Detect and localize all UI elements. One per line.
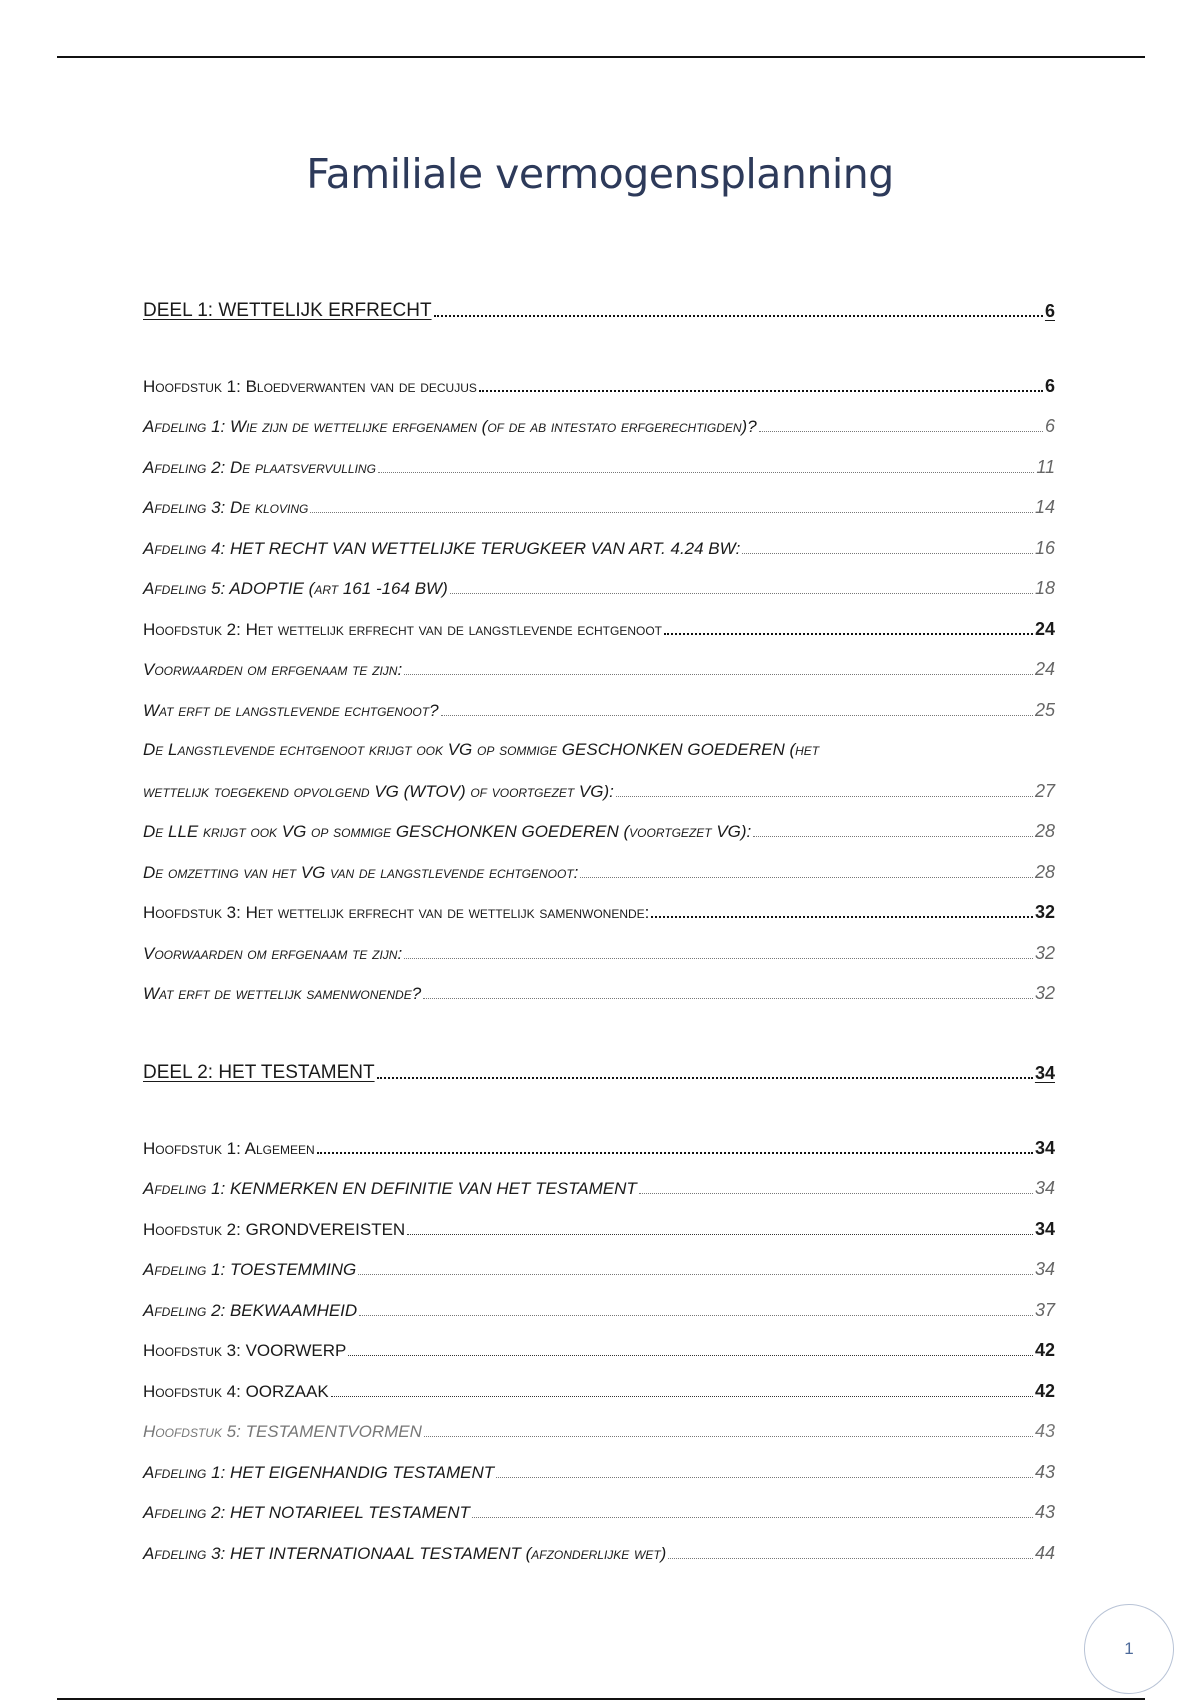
toc-entry-label: DEEL 1: WETTELIJK ERFRECHT (143, 300, 432, 321)
toc-entry-hoofdstuk-2[interactable] (143, 1219, 1055, 1240)
toc-entry-afdeling[interactable] (143, 1300, 1055, 1321)
toc-entry-label: Hoofdstuk 4: OORZAAK (143, 1382, 329, 1401)
toc-entry-label: Voorwaarden om erfgenaam te zijn: (143, 944, 403, 963)
toc-leader (472, 1517, 1033, 1518)
toc-entry-page: 28 (1034, 862, 1055, 882)
toc-leader (742, 553, 1033, 554)
toc-entry-label: Hoofdstuk 1: Algemeen (143, 1139, 315, 1158)
toc-entry-hoofdstuk-3[interactable] (143, 1340, 1055, 1361)
toc-entry-afdeling[interactable] (143, 578, 1055, 599)
toc-entry-page: 34 (1034, 1178, 1055, 1198)
toc-entry-page: 6 (1044, 301, 1055, 321)
toc-entry-subsection[interactable] (143, 983, 1055, 1004)
toc-entry-label: Hoofdstuk 3: VOORWERP (143, 1341, 347, 1360)
toc-entry-page: 24 (1034, 659, 1055, 679)
toc-leader (377, 1077, 1033, 1079)
toc-entry-page: 6 (1044, 416, 1055, 436)
toc-leader (404, 958, 1033, 959)
toc-leader (317, 1152, 1033, 1154)
toc-leader (348, 1355, 1033, 1356)
toc-entry-label: Hoofdstuk 3: Het wettelijk erfrecht van de wettelijk samenwonende: (143, 903, 650, 922)
toc-leader (441, 715, 1033, 716)
toc-leader (423, 998, 1033, 999)
toc-entry-subsection[interactable] (143, 781, 1055, 802)
toc-entry-label: Afdeling 4: HET RECHT VAN WETTELIJKE TERUGKEER VAN ART. 4.24 BW: (143, 539, 741, 558)
toc-entry-hoofdstuk-3[interactable] (143, 902, 1055, 923)
toc-entry-page: 32 (1034, 983, 1055, 1003)
toc-leader (434, 315, 1043, 317)
toc-entry-label: Afdeling 5: ADOPTIE (art 161 -164 BW) (143, 579, 448, 598)
toc-entry-label: wettelijk toegekend opvolgend VG (WTOV) of voortgezet VG): (143, 782, 614, 801)
toc-entry-label: De Langstlevende echtgenoot krijgt ook VG op sommige GESCHONKEN GOEDEREN (het (143, 740, 820, 759)
toc-entry-label: Voorwaarden om erfgenaam te zijn: (143, 660, 403, 679)
toc-leader (358, 1274, 1033, 1275)
toc-entry-label: Afdeling 1: TOESTEMMING (143, 1260, 357, 1279)
toc-entry-page: 42 (1034, 1340, 1055, 1360)
toc-entry-page: 14 (1034, 497, 1055, 517)
toc-entry-label: Afdeling 2: De plaatsvervulling (143, 458, 376, 477)
toc-leader (651, 916, 1033, 918)
toc-entry-page: 44 (1034, 1543, 1055, 1563)
toc-entry-deel-2[interactable] (143, 1062, 1055, 1084)
toc-leader (496, 1477, 1033, 1478)
toc-entry-page: 18 (1034, 578, 1055, 598)
toc-entry-label: De LLE krijgt ook VG op sommige GESCHONKEN GOEDEREN (voortgezet VG): (143, 822, 752, 841)
toc-entry-label: De omzetting van het VG van de langstlevende echtgenoot: (143, 863, 579, 882)
toc-entry-label: Afdeling 2: BEKWAAMHEID (143, 1301, 358, 1320)
toc-entry-label: Hoofdstuk 2: GRONDVEREISTEN (143, 1220, 406, 1239)
toc-entry-page: 24 (1034, 619, 1055, 639)
toc-entry-hoofdstuk-1[interactable] (143, 1138, 1055, 1159)
toc-entry-afdeling[interactable] (143, 1462, 1055, 1483)
toc-entry-label: Hoofdstuk 2: Het wettelijk erfrecht van de langstlevende echtgenoot (143, 620, 663, 639)
toc-entry-afdeling[interactable] (143, 416, 1055, 437)
toc-leader (753, 836, 1033, 837)
toc-entry-afdeling[interactable] (143, 538, 1055, 559)
toc-entry-page: 43 (1034, 1462, 1055, 1482)
toc-entry-afdeling[interactable] (143, 1178, 1055, 1199)
toc-leader (310, 512, 1033, 513)
toc-entry-subsection[interactable] (143, 659, 1055, 680)
toc-entry-page: 34 (1034, 1259, 1055, 1279)
toc-entry-page: 42 (1034, 1381, 1055, 1401)
toc-entry-subsection[interactable] (143, 740, 1055, 760)
header-rule (57, 56, 1145, 58)
toc-entry-label: Hoofdstuk 1: Bloedverwanten van de decujus (143, 377, 477, 396)
toc-entry-page: 34 (1034, 1138, 1055, 1158)
toc-entry-page: 43 (1034, 1502, 1055, 1522)
toc-entry-page: 32 (1034, 902, 1055, 922)
toc-entry-afdeling[interactable] (143, 1543, 1055, 1564)
toc-entry-page: 28 (1034, 821, 1055, 841)
toc-leader (378, 472, 1034, 473)
toc-entry-afdeling[interactable] (143, 1259, 1055, 1280)
toc-entry-subsection[interactable] (143, 862, 1055, 883)
toc-leader (759, 431, 1043, 432)
toc-leader (580, 877, 1033, 878)
toc-entry-label: Afdeling 1: KENMERKEN EN DEFINITIE VAN HET TESTAMENT (143, 1179, 637, 1198)
toc-entry-page: 11 (1036, 457, 1055, 477)
toc-entry-hoofdstuk-4[interactable] (143, 1381, 1055, 1402)
toc-entry-page: 43 (1034, 1421, 1055, 1441)
toc-entry-label: Wat erft de wettelijk samenwonende? (143, 984, 422, 1003)
toc-entry-page: 34 (1034, 1063, 1055, 1083)
document-title: Familiale vermogensplanning (306, 150, 894, 198)
toc-entry-afdeling[interactable] (143, 497, 1055, 518)
toc-leader (407, 1234, 1033, 1235)
toc-entry-deel-1[interactable] (143, 300, 1055, 322)
toc-leader (331, 1396, 1033, 1397)
toc-entry-label: Afdeling 1: HET EIGENHANDIG TESTAMENT (143, 1463, 495, 1482)
toc-entry-afdeling[interactable] (143, 1502, 1055, 1523)
toc-leader (664, 633, 1033, 635)
toc-entry-hoofdstuk-2[interactable] (143, 619, 1055, 640)
toc-entry-subsection[interactable] (143, 821, 1055, 842)
toc-entry-label: Afdeling 2: HET NOTARIEEL TESTAMENT (143, 1503, 470, 1522)
toc-entry-page: 16 (1034, 538, 1055, 558)
toc-leader (616, 796, 1033, 797)
toc-leader (450, 593, 1033, 594)
toc-entry-label: Afdeling 3: HET INTERNATIONAAL TESTAMENT (afzonderlijke wet) (143, 1544, 667, 1563)
toc-entry-page: 34 (1034, 1219, 1055, 1239)
toc-entry-label: DEEL 2: HET TESTAMENT (143, 1062, 375, 1083)
toc-leader (668, 1558, 1033, 1559)
toc-entry-label: Afdeling 3: De kloving (143, 498, 309, 517)
toc-leader (639, 1193, 1033, 1194)
toc-entry-page: 37 (1034, 1300, 1055, 1320)
toc-entry-subsection[interactable] (143, 943, 1055, 964)
toc-leader (479, 390, 1043, 392)
toc-leader (359, 1315, 1033, 1316)
toc-entry-afdeling[interactable] (143, 457, 1055, 478)
toc-entry-hoofdstuk-1[interactable] (143, 376, 1055, 397)
toc-entry-hoofdstuk-5[interactable] (143, 1421, 1055, 1442)
toc-entry-subsection[interactable] (143, 700, 1055, 721)
page-number-badge (1084, 1604, 1174, 1694)
toc-entry-page: 32 (1034, 943, 1055, 963)
toc-entry-label: Hoofdstuk 5: TESTAMENTVORMEN (143, 1422, 422, 1441)
toc-entry-page: 27 (1034, 781, 1055, 801)
page-number: 1 (1124, 1639, 1134, 1658)
toc-leader (404, 674, 1033, 675)
toc-entry-label: Wat erft de langstlevende echtgenoot? (143, 701, 439, 720)
toc-entry-label: Afdeling 1: Wie zijn de wettelijke erfgenamen (of de ab intestato erfgerechtigden)? (143, 417, 757, 436)
toc-leader (424, 1436, 1033, 1437)
toc-entry-page: 25 (1034, 700, 1055, 720)
toc-entry-page: 6 (1044, 376, 1055, 396)
